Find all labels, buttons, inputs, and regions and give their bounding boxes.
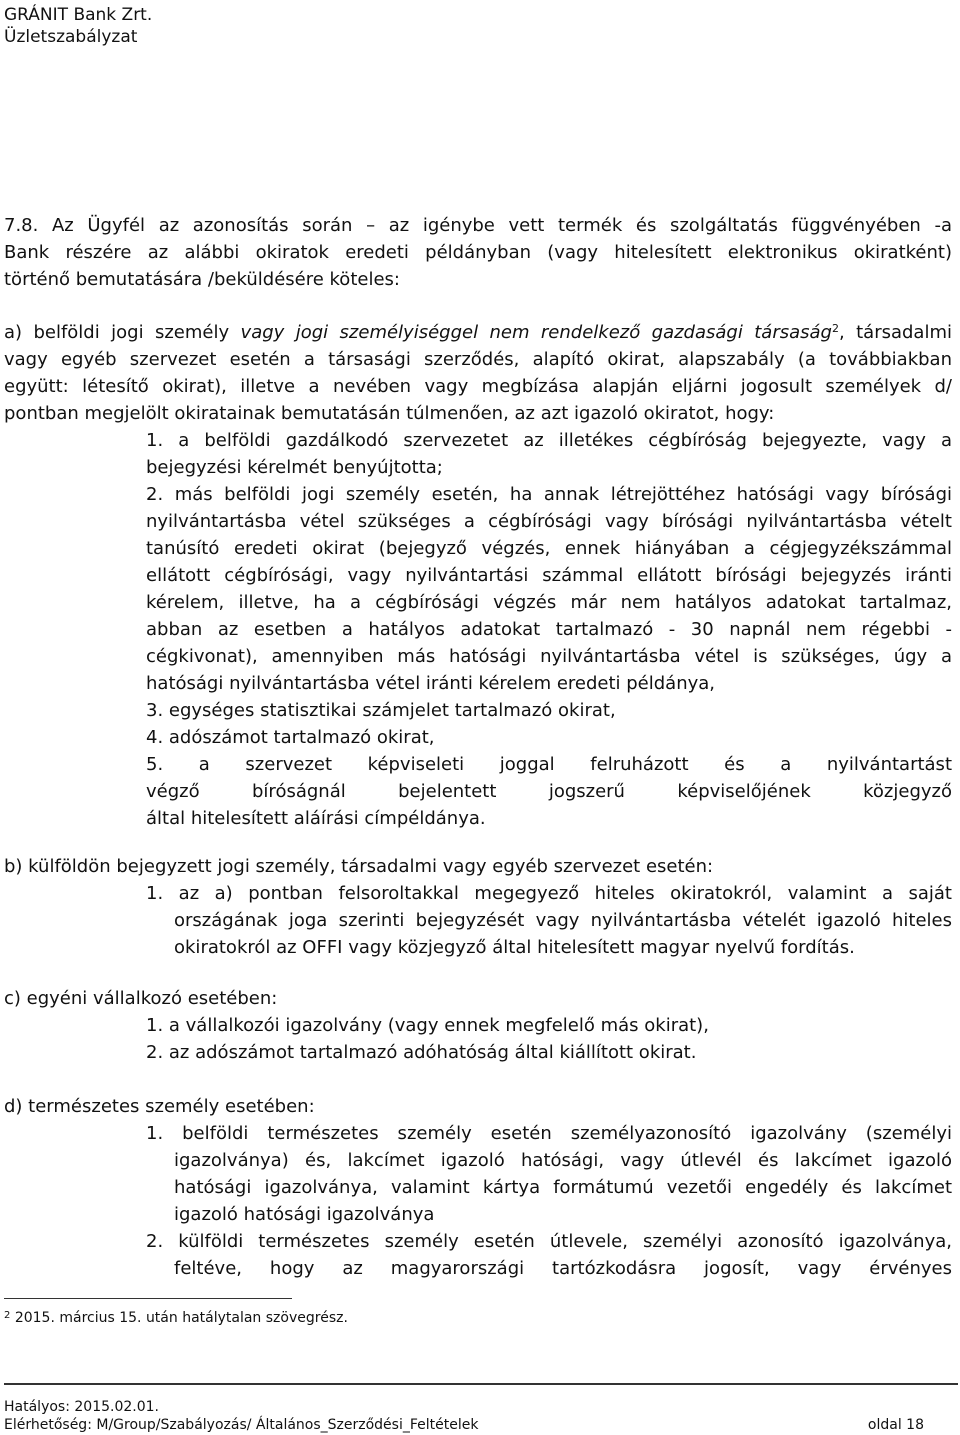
- list-item-line: 1. a vállalkozói igazolvány (vagy ennek megfelelő más okirat),: [146, 1015, 709, 1036]
- text-line: pontban megjelölt okiratainak bemutatásán túlmenően, az azt igazoló okiratot, hogy:: [4, 403, 775, 424]
- footer-path: Elérhetőség: M/Group/Szabályozás/ Általános_Szerződési_Feltételek: [4, 1417, 479, 1433]
- text-line: Bank részére az alábbi okiratok eredeti példányban (vagy hitelesített elektronikus okiratként): [4, 242, 952, 263]
- document-title: Üzletszabályzat: [4, 27, 138, 47]
- footnote-text: 2015. március 15. után hatálytalan szövegrész.: [10, 1310, 348, 1326]
- list-item-line: 1. az a) pontban felsoroltakkal megegyező hiteles okiratokról, valamint a saját: [146, 883, 952, 904]
- list-item-line: 2. az adószámot tartalmazó adóhatóság által kiállított okirat.: [146, 1042, 697, 1063]
- section-b-items: [146, 880, 952, 961]
- section-a: [4, 319, 952, 427]
- footer-page-number: oldal 18: [867, 1417, 924, 1433]
- list-item-line: 5. a szervezet képviseleti joggal felruházott és a nyilvántartást: [146, 754, 952, 775]
- section-heading: c) egyéni vállalkozó esetében:: [4, 988, 278, 1009]
- text-line: 7.8. Az Ügyfél az azonosítás során – az igénybe vett termék és szolgáltatás függvényében -a: [4, 215, 952, 236]
- list-item-line: tanúsító eredeti okirat (bejegyző végzés, ennek hiányában a cégjegyzékszámmal: [146, 538, 952, 559]
- list-item-line: 3. egységes statisztikai számjelet tartalmazó okirat,: [146, 700, 616, 721]
- list-item-line: hatósági nyilvántartásba vétel iránti kérelem eredeti példánya,: [146, 673, 716, 694]
- footnote-separator: [4, 1298, 292, 1299]
- text-line: történő bemutatására /beküldésére köteles:: [4, 269, 400, 290]
- list-item-line: 1. a belföldi gazdálkodó szervezetet az illetékes cégbíróság bejegyezte, vagy a: [146, 430, 952, 451]
- section-a-items: [146, 427, 952, 832]
- section-intro: [4, 212, 952, 293]
- list-item-line: kérelem, illetve, ha a cégbírósági végzés már nem hatályos adatokat tartalmaz,: [146, 592, 952, 613]
- list-item-line: országának joga szerinti bejegyzését vagy nyilvántartásba vételét igazoló hiteles: [174, 910, 952, 931]
- footnote-number: 2: [4, 1310, 11, 1321]
- list-item-line: 1. belföldi természetes személy esetén személyazonosító igazolvány (személyi: [146, 1123, 952, 1144]
- list-item-line: végző bíróságnál bejelentett jogszerű képviselőjének közjegyző: [146, 781, 952, 802]
- company-name: GRÁNIT Bank Zrt.: [4, 5, 153, 25]
- text-span: a) belföldi jogi személy: [4, 322, 241, 343]
- list-item-line: 4. adószámot tartalmazó okirat,: [146, 727, 435, 748]
- list-item-line: cégkivonat), amennyiben más hatósági nyilvántartásba vétel is szükséges, úgy a: [146, 646, 952, 667]
- section-c-title: [4, 985, 952, 1012]
- footnote: [4, 1308, 348, 1328]
- page-header: [4, 4, 152, 48]
- list-item-line: 2. más belföldi jogi személy esetén, ha annak létrejöttéhez hatósági vagy bírósági: [146, 484, 952, 505]
- list-item-line: feltéve, hogy az magyarországi tartózkodásra jogosít, vagy érvényes: [174, 1258, 952, 1279]
- list-item-line: igazolványa) és, lakcímet igazoló hatósági, vagy útlevél és lakcímet igazoló: [174, 1150, 952, 1171]
- list-item-line: 2. külföldi természetes személy esetén útlevele, személyi azonosító igazolványa,: [146, 1231, 952, 1252]
- text-line: együtt: létesítő okirat), illetve a nevében vagy megbízása alapján eljárni jogosult személyek d/: [4, 376, 952, 397]
- text-span: , társadalmi: [838, 322, 952, 343]
- footer-effective-date: Hatályos: 2015.02.01.: [4, 1399, 159, 1415]
- footnote-ref: 2: [831, 322, 839, 335]
- section-b-title: [4, 853, 952, 880]
- list-item-line: által hitelesített aláírási címpéldánya.: [146, 808, 486, 829]
- section-heading: b) külföldön bejegyzett jogi személy, társadalmi vagy egyéb szervezet esetén:: [4, 856, 714, 877]
- section-c-items: [146, 1012, 952, 1066]
- text-line: vagy egyéb szervezet esetén a társasági szerződés, alapító okirat, alapszabály (a továbbiakban: [4, 349, 952, 370]
- list-item-line: nyilvántartásba vétel szükséges a cégbírósági vagy bírósági nyilvántartásba vételt: [146, 511, 952, 532]
- list-item-line: hatósági igazolványa, valamint kártya formátumú vezetői engedély és lakcímet: [174, 1177, 952, 1198]
- section-heading: d) természetes személy esetében:: [4, 1096, 315, 1117]
- list-item-line: ellátott cégbírósági, vagy nyilvántartási számmal ellátott bírósági bejegyzés iránti: [146, 565, 952, 586]
- list-item-line: bejegyzési kérelmét benyújtotta;: [146, 457, 443, 478]
- text-line: [4, 319, 952, 346]
- italic-text: vagy jogi személyiséggel nem rendelkező gazdasági társaság: [240, 322, 832, 343]
- list-item-line: okiratokról az OFFI vagy közjegyző által hitelesített magyar nyelvű fordítás.: [174, 937, 855, 958]
- list-item-line: igazoló hatósági igazolványa: [174, 1204, 435, 1225]
- footer-separator: [4, 1383, 958, 1385]
- section-d-item-1: [146, 1120, 952, 1282]
- list-item-line: abban az esetben a hatályos adatokat tartalmazó - 30 napnál nem régebbi -: [146, 619, 952, 640]
- section-d-title: [4, 1093, 952, 1120]
